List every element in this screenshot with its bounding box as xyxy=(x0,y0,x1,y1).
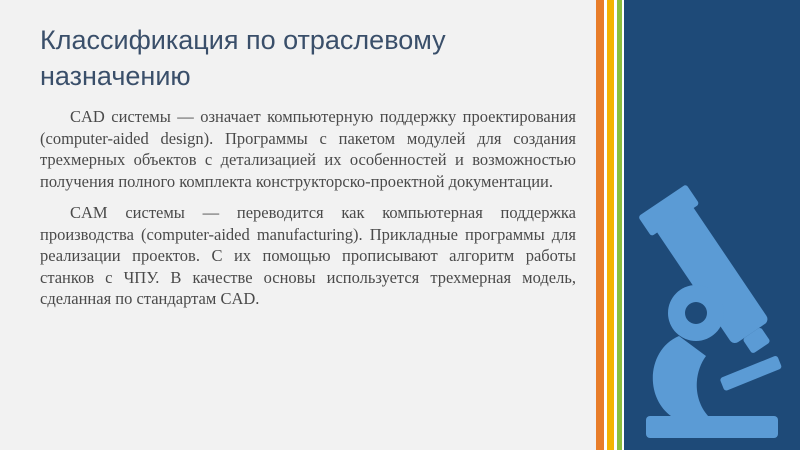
paragraph-cad: CAD системы — означает компьютерную поддержку проектирования (computer-aided design). Программы с пакетом модулей для создания трехмерных объектов с детализацией их особенностей и возможностью получения полного комплекта конструкторско-проектной документации. xyxy=(40,107,576,191)
slide-title: Классификация по отраслевому назначению xyxy=(40,25,446,91)
slide-body xyxy=(40,106,576,320)
paragraph-cam: CAM системы — переводится как компьютерная поддержка производства (computer-aided manufacturing). Прикладные программы для реализации проектов. С их помощью прописывают алгоритм работы станков с ЧПУ. В качестве основы используется трехмерная модель, сделанная по стандартам CAD. xyxy=(40,203,576,308)
decorative-stripes xyxy=(596,0,624,450)
stripe-orange xyxy=(596,0,604,450)
microscope-icon xyxy=(624,0,800,450)
stripe-yellow xyxy=(607,0,614,450)
